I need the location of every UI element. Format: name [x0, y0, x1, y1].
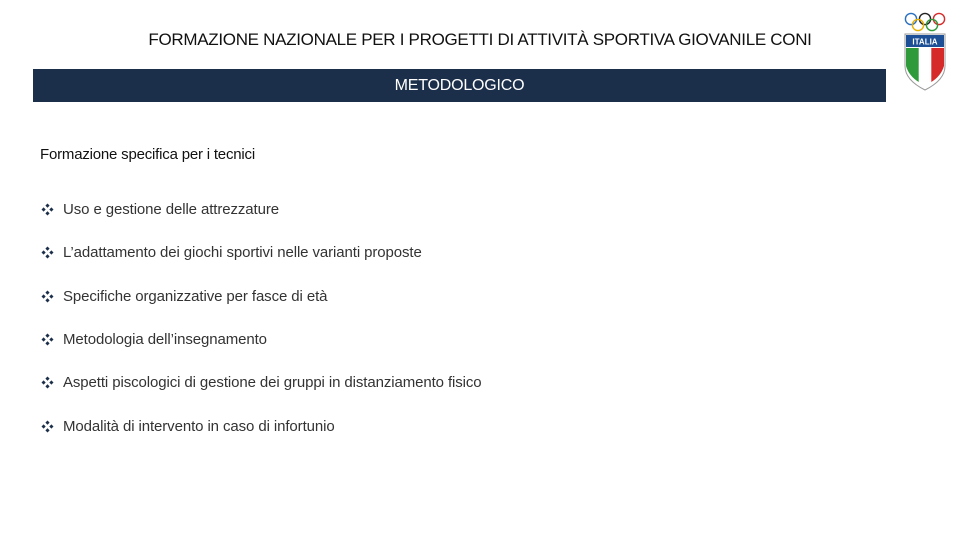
topic-list	[41, 188, 482, 448]
logo-text: ITALIA	[912, 37, 938, 47]
diamond-bullet-icon	[41, 333, 63, 346]
list-item	[41, 318, 482, 361]
list-item	[41, 404, 482, 447]
list-item-text: Aspetti piscologici di gestione dei gruppi in distanziamento fisico	[63, 374, 482, 392]
list-item	[41, 231, 482, 274]
section-subtitle: Formazione specifica per i tecnici	[40, 146, 255, 163]
section-banner	[33, 69, 886, 102]
list-item	[41, 361, 482, 404]
list-item-text: L’adattamento dei giochi sportivi nelle varianti proposte	[63, 244, 422, 262]
list-item-text: Uso e gestione delle attrezzature	[63, 201, 279, 219]
olympic-rings-shield-icon	[900, 8, 950, 92]
list-item-text: Specifiche organizzative per fasce di età	[63, 287, 328, 305]
diamond-bullet-icon	[41, 203, 63, 216]
diamond-bullet-icon	[41, 420, 63, 433]
banner-label: METODOLOGICO	[394, 77, 525, 94]
list-item-text: Modalità di intervento in caso di infortunio	[63, 417, 335, 435]
coni-italia-logo	[900, 8, 950, 92]
list-item	[41, 275, 482, 318]
list-item-text: Metodologia dell’insegnamento	[63, 331, 267, 349]
list-item	[41, 188, 482, 231]
diamond-bullet-icon	[41, 290, 63, 303]
page-title: FORMAZIONE NAZIONALE PER I PROGETTI DI ATTIVITÀ SPORTIVA GIOVANILE CONI	[148, 30, 812, 49]
diamond-bullet-icon	[41, 376, 63, 389]
diamond-bullet-icon	[41, 246, 63, 259]
